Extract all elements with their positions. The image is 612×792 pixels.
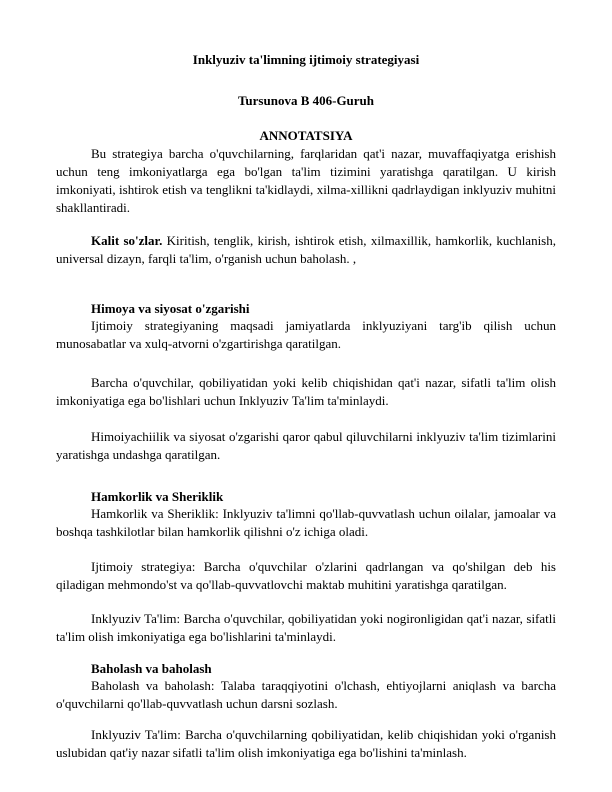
section-protection-body-3 bbox=[56, 428, 556, 464]
section-paragraph: Barcha o'quvchilar, qobiliyatidan yoki kelib chiqishidan qat'i nazar, sifatli ta'lim olish imkoniyatiga ega bo'lishlari uchun Inklyuziv Ta'lim ta'minlaydi. bbox=[56, 375, 556, 408]
section-paragraph: Baholash va baholash: Talaba taraqqiyotini o'lchash, ehtiyojlarni aniqlash va barcha o'quvchilarni qo'llab-quvvatlash uchun darsni sozlash. bbox=[56, 678, 556, 711]
section-assessment-body bbox=[56, 677, 556, 713]
section-paragraph: Inklyuziv Ta'lim: Barcha o'quvchilar, qobiliyatidan yoki nogironligidan qat'i nazar, sifatli ta'lim olish imkoniyatiga ega bo'lishlarini ta'minlaydi. bbox=[56, 611, 556, 644]
annotation-heading: ANNOTATSIYA bbox=[259, 128, 353, 143]
section-protection-body-2 bbox=[56, 374, 556, 410]
section-paragraph: Himoiyachiilik va siyosat o'zgarishi qaror qabul qiluvchilarni inklyuziv ta'lim tizimlarini yaratishga undashga qaratilgan. bbox=[56, 429, 556, 462]
section-heading: Himoya va siyosat o'zgarishi bbox=[91, 301, 250, 316]
author-line: Tursunova B 406-Guruh bbox=[237, 93, 375, 108]
section-protection-body bbox=[56, 317, 556, 353]
section-assessment-body-2 bbox=[56, 726, 556, 762]
section-protection bbox=[56, 300, 556, 318]
section-paragraph: Hamkorlik va Sheriklik: Inklyuziv ta'limni qo'llab-quvvatlash uchun oilalar, jamoalar va boshqa tashkilotlar bilan hamkorlik qilishni o'z ichiga oladi. bbox=[56, 506, 556, 539]
keywords-paragraph bbox=[56, 232, 556, 268]
section-heading: Baholash va baholash bbox=[91, 661, 212, 676]
keywords-text: Kiritish, tenglik, kirish, ishtirok etish, xilmaxillik, hamkorlik, kuchlanish, universal dizayn, farqli ta'lim, o'rganish uchun baholash. , bbox=[56, 233, 556, 266]
keywords-block bbox=[56, 232, 556, 268]
section-assessment bbox=[56, 660, 556, 678]
section-paragraph: Inklyuziv Ta'lim: Barcha o'quvchilarning qobiliyatidan, kelib chiqishidan yoki o'rganish uslubidan qat'iy nazar sifatli ta'lim olish imkoniyatiga ega bo'lishini ta'minlash. bbox=[56, 727, 556, 760]
section-partnership bbox=[56, 488, 556, 506]
annotation-paragraph: Bu strategiya barcha o'quvchilarning, farqlaridan qat'i nazar, muvaffaqiyatga erishish uchun teng imkoniyatlarga ega bo'lgan ta'lim tizimini yaratishga qaratilgan. U kirish imkoniyati, ishtirok etish va tenglikni ta'kidlaydi, xilma-xillikni qadrlaydigan inklyuziv muhitni shakllantiradi. bbox=[56, 146, 556, 215]
keywords-label: Kalit so'zlar. bbox=[91, 233, 163, 248]
section-partnership-body bbox=[56, 505, 556, 541]
section-partnership-body-3 bbox=[56, 610, 556, 646]
document-title: Inklyuziv ta'limning ijtimoiy strategiyasi bbox=[192, 52, 420, 67]
annotation-block bbox=[56, 145, 556, 217]
section-paragraph: Ijtimoiy strategiyaning maqsadi jamiyatlarda inklyuziyani targ'ib qilish uchun munosabatlar va xulq-atvorni o'zgartirishga qaratilgan. bbox=[56, 318, 556, 351]
section-paragraph: Ijtimoiy strategiya: Barcha o'quvchilar o'zlarini qadrlangan va qo'shilgan deb his qiladigan mehmondo'st va qo'llab-quvvatlovchi maktab muhitini yaratishga qaratilgan. bbox=[56, 559, 556, 592]
section-heading: Hamkorlik va Sheriklik bbox=[91, 489, 224, 504]
section-partnership-body-2 bbox=[56, 558, 556, 594]
